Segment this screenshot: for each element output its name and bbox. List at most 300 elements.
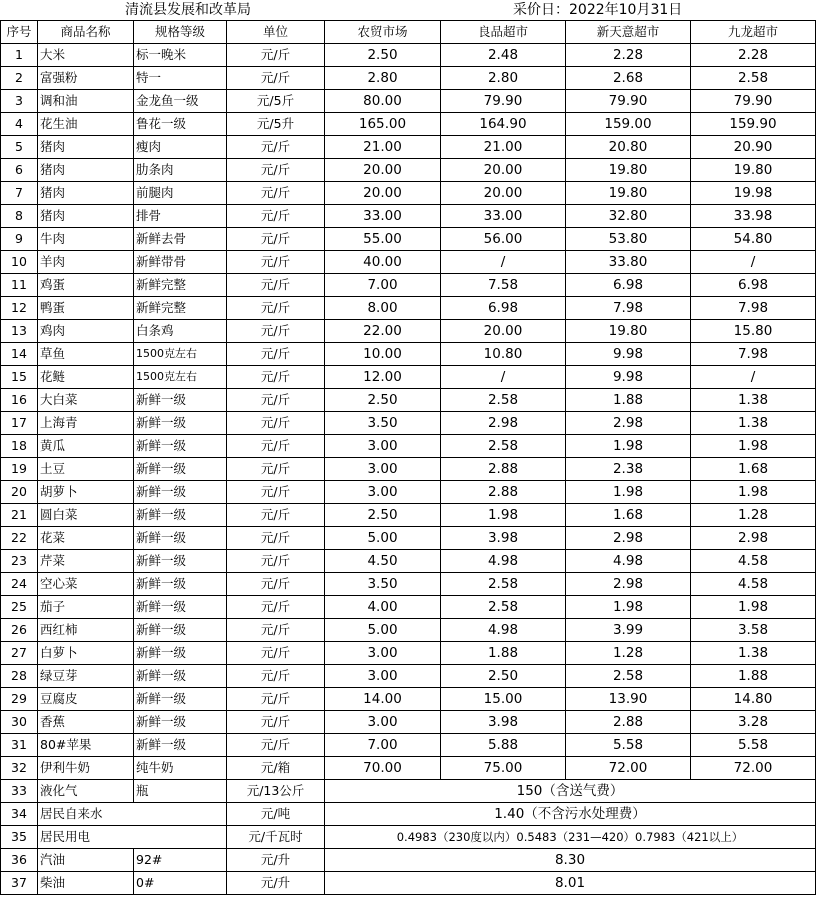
product-spec: 金龙鱼一级 [134,90,227,113]
product-unit: 元/箱 [227,757,325,780]
price-rows [1,44,816,780]
price-xintianyi: 1.98 [566,481,691,504]
table-row [1,182,816,205]
unified-price: 150（含送气费） [325,780,816,803]
row-number: 8 [1,205,38,228]
price-xintianyi: 2.68 [566,67,691,90]
row-number: 10 [1,251,38,274]
product-name: 绿豆芽 [38,665,134,688]
product-unit: 元/斤 [227,527,325,550]
price-jiulong: 1.38 [691,412,816,435]
product-spec: 新鲜一级 [134,734,227,757]
price-jiulong: 19.80 [691,159,816,182]
table-row [1,159,816,182]
table-row [1,458,816,481]
price-liangpin: 2.50 [441,665,566,688]
product-name: 鸡蛋 [38,274,134,297]
table-row [1,573,816,596]
product-name: 花鲢 [38,366,134,389]
price-jiulong: 159.90 [691,113,816,136]
price-liangpin: 2.88 [441,481,566,504]
price-farmers-market: 3.50 [325,412,441,435]
price-liangpin: 1.88 [441,642,566,665]
product-name: 80#苹果 [38,734,134,757]
product-unit: 元/斤 [227,734,325,757]
price-jiulong: 1.98 [691,481,816,504]
price-liangpin: 15.00 [441,688,566,711]
price-xintianyi: 2.98 [566,412,691,435]
product-name: 土豆 [38,458,134,481]
price-liangpin: 7.58 [441,274,566,297]
price-xintianyi: 2.28 [566,44,691,67]
col-header-unit: 单位 [227,21,325,44]
price-jiulong: 1.88 [691,665,816,688]
product-spec: 前腿肉 [134,182,227,205]
col-header-liangpin: 良品超市 [441,21,566,44]
product-unit: 元/斤 [227,665,325,688]
col-header-name: 商品名称 [38,21,134,44]
product-name: 白萝卜 [38,642,134,665]
product-unit: 元/斤 [227,711,325,734]
price-xintianyi: 19.80 [566,182,691,205]
product-name: 富强粉 [38,67,134,90]
product-name: 猪肉 [38,182,134,205]
price-farmers-market: 3.00 [325,435,441,458]
price-farmers-market: 3.00 [325,481,441,504]
price-xintianyi: 1.98 [566,435,691,458]
price-liangpin: 2.58 [441,573,566,596]
product-spec: 新鲜一级 [134,711,227,734]
price-xintianyi: 20.80 [566,136,691,159]
price-xintianyi: 2.98 [566,527,691,550]
product-unit: 元/5斤 [227,90,325,113]
product-name: 西红柿 [38,619,134,642]
price-liangpin: 1.98 [441,504,566,527]
price-farmers-market: 7.00 [325,274,441,297]
product-unit: 元/斤 [227,228,325,251]
product-name: 液化气 [38,780,134,803]
price-xintianyi: 2.88 [566,711,691,734]
price-farmers-market: 165.00 [325,113,441,136]
table-row [1,504,816,527]
product-unit: 元/斤 [227,550,325,573]
row-number: 3 [1,90,38,113]
price-liangpin: 20.00 [441,159,566,182]
product-spec: 肋条肉 [134,159,227,182]
product-name: 居民用电 [38,826,227,849]
price-jiulong: 7.98 [691,343,816,366]
price-liangpin: / [441,251,566,274]
product-name: 柴油 [38,872,134,895]
table-row [1,67,816,90]
product-spec: 标一晚米 [134,44,227,67]
price-farmers-market: 2.50 [325,44,441,67]
price-xintianyi: 9.98 [566,343,691,366]
price-farmers-market: 3.00 [325,711,441,734]
product-spec: 新鲜完整 [134,297,227,320]
product-spec: 新鲜一级 [134,504,227,527]
product-spec: 1500克左右 [134,343,227,366]
table-row [1,826,816,849]
product-unit: 元/斤 [227,573,325,596]
unified-price: 1.40（不含污水处理费） [325,803,816,826]
price-xintianyi: 9.98 [566,366,691,389]
price-liangpin: 2.58 [441,596,566,619]
price-jiulong: 1.38 [691,389,816,412]
price-xintianyi: 5.58 [566,734,691,757]
price-liangpin: 6.98 [441,297,566,320]
price-farmers-market: 55.00 [325,228,441,251]
price-liangpin: 21.00 [441,136,566,159]
table-row [1,596,816,619]
product-name: 居民自来水 [38,803,227,826]
row-number: 32 [1,757,38,780]
price-jiulong: 4.58 [691,573,816,596]
row-number: 30 [1,711,38,734]
price-xintianyi: 1.28 [566,642,691,665]
price-jiulong: 2.28 [691,44,816,67]
product-name: 空心菜 [38,573,134,596]
product-unit: 元/升 [227,872,325,895]
col-header-no: 序号 [1,21,38,44]
product-name: 猪肉 [38,136,134,159]
price-farmers-market: 5.00 [325,619,441,642]
row-number: 17 [1,412,38,435]
table-row [1,849,816,872]
product-name: 豆腐皮 [38,688,134,711]
price-liangpin: 79.90 [441,90,566,113]
price-liangpin: 4.98 [441,550,566,573]
price-xintianyi: 33.80 [566,251,691,274]
price-jiulong: 20.90 [691,136,816,159]
product-unit: 元/吨 [227,803,325,826]
price-jiulong: 2.98 [691,527,816,550]
agency-title: 清流县发展和改革局 [125,2,251,18]
price-jiulong: 72.00 [691,757,816,780]
table-row [1,780,816,803]
product-name: 圆白菜 [38,504,134,527]
price-xintianyi: 13.90 [566,688,691,711]
price-liangpin: 3.98 [441,711,566,734]
table-row [1,44,816,67]
product-spec: 白条鸡 [134,320,227,343]
product-name: 大白菜 [38,389,134,412]
product-unit: 元/斤 [227,688,325,711]
product-spec: 新鲜一级 [134,412,227,435]
product-unit: 元/斤 [227,182,325,205]
product-name: 调和油 [38,90,134,113]
product-spec: 新鲜一级 [134,573,227,596]
price-jiulong: 4.58 [691,550,816,573]
price-jiulong: 33.98 [691,205,816,228]
price-liangpin: 4.98 [441,619,566,642]
price-farmers-market: 2.80 [325,67,441,90]
title-row [0,0,816,20]
product-unit: 元/斤 [227,619,325,642]
table-row [1,619,816,642]
price-jiulong: 19.98 [691,182,816,205]
price-jiulong: 1.98 [691,596,816,619]
row-number: 24 [1,573,38,596]
price-farmers-market: 80.00 [325,90,441,113]
price-farmers-market: 7.00 [325,734,441,757]
product-spec: 瘦肉 [134,136,227,159]
row-number: 15 [1,366,38,389]
price-farmers-market: 3.00 [325,458,441,481]
product-spec: 特一 [134,67,227,90]
price-liangpin: 56.00 [441,228,566,251]
row-number: 16 [1,389,38,412]
col-header-xintianyi: 新天意超市 [566,21,691,44]
product-spec: 新鲜一级 [134,481,227,504]
table-row [1,320,816,343]
product-name: 香蕉 [38,711,134,734]
price-farmers-market: 20.00 [325,159,441,182]
table-row [1,711,816,734]
product-name: 大米 [38,44,134,67]
table-row [1,550,816,573]
price-liangpin: 2.80 [441,67,566,90]
product-spec: 新鲜一级 [134,688,227,711]
table-row [1,343,816,366]
product-unit: 元/斤 [227,274,325,297]
price-farmers-market: 3.50 [325,573,441,596]
row-number: 14 [1,343,38,366]
table-row [1,734,816,757]
unified-price: 8.30 [325,849,816,872]
col-header-spec: 规格等级 [134,21,227,44]
price-liangpin: 20.00 [441,182,566,205]
price-jiulong: 15.80 [691,320,816,343]
price-farmers-market: 22.00 [325,320,441,343]
price-farmers-market: 12.00 [325,366,441,389]
price-farmers-market: 3.00 [325,665,441,688]
product-name: 伊利牛奶 [38,757,134,780]
product-spec: 1500克左右 [134,366,227,389]
price-jiulong: 54.80 [691,228,816,251]
price-farmers-market: 33.00 [325,205,441,228]
price-xintianyi: 2.38 [566,458,691,481]
product-name: 茄子 [38,596,134,619]
product-spec: 排骨 [134,205,227,228]
price-xintianyi: 72.00 [566,757,691,780]
product-unit: 元/斤 [227,67,325,90]
price-xintianyi: 79.90 [566,90,691,113]
price-xintianyi: 159.00 [566,113,691,136]
product-unit: 元/斤 [227,435,325,458]
product-spec: 新鲜一级 [134,596,227,619]
table-row [1,136,816,159]
price-liangpin: 75.00 [441,757,566,780]
price-xintianyi: 4.98 [566,550,691,573]
price-jiulong: 1.68 [691,458,816,481]
col-header-jiulong: 九龙超市 [691,21,816,44]
price-farmers-market: 2.50 [325,504,441,527]
row-number: 6 [1,159,38,182]
price-xintianyi: 2.98 [566,573,691,596]
product-name: 上海青 [38,412,134,435]
product-unit: 元/千瓦时 [227,826,325,849]
row-number: 37 [1,872,38,895]
product-spec: 新鲜一级 [134,665,227,688]
table-row [1,872,816,895]
row-number: 18 [1,435,38,458]
unified-price: 8.01 [325,872,816,895]
product-unit: 元/斤 [227,642,325,665]
product-unit: 元/斤 [227,412,325,435]
row-number: 21 [1,504,38,527]
product-name: 芹菜 [38,550,134,573]
product-spec: 鲁花一级 [134,113,227,136]
price-table [0,20,816,895]
row-number: 25 [1,596,38,619]
table-row [1,389,816,412]
price-xintianyi: 1.88 [566,389,691,412]
price-xintianyi: 19.80 [566,159,691,182]
product-name: 鸡肉 [38,320,134,343]
product-name: 猪肉 [38,205,134,228]
price-jiulong: 6.98 [691,274,816,297]
unified-price: 0.4983（230度以内）0.5483（231—420）0.7983（421以上） [325,826,816,849]
product-spec: 新鲜一级 [134,619,227,642]
product-unit: 元/升 [227,849,325,872]
table-row [1,205,816,228]
product-unit: 元/5升 [227,113,325,136]
table-row [1,642,816,665]
row-number: 28 [1,665,38,688]
row-number: 12 [1,297,38,320]
row-number: 34 [1,803,38,826]
product-spec: 0# [134,872,227,895]
product-spec: 新鲜一级 [134,435,227,458]
product-unit: 元/斤 [227,251,325,274]
row-number: 20 [1,481,38,504]
product-name: 猪肉 [38,159,134,182]
product-name: 花菜 [38,527,134,550]
price-jiulong: 5.58 [691,734,816,757]
table-row [1,412,816,435]
product-unit: 元/斤 [227,136,325,159]
table-row [1,527,816,550]
table-row [1,297,816,320]
row-number: 26 [1,619,38,642]
price-liangpin: 5.88 [441,734,566,757]
price-xintianyi: 3.99 [566,619,691,642]
price-liangpin: 3.98 [441,527,566,550]
product-spec: 纯牛奶 [134,757,227,780]
price-farmers-market: 10.00 [325,343,441,366]
price-liangpin: 164.90 [441,113,566,136]
product-spec: 新鲜带骨 [134,251,227,274]
row-number: 4 [1,113,38,136]
row-number: 5 [1,136,38,159]
price-farmers-market: 21.00 [325,136,441,159]
row-number: 35 [1,826,38,849]
product-unit: 元/斤 [227,205,325,228]
table-row [1,435,816,458]
price-liangpin: 2.88 [441,458,566,481]
product-spec: 新鲜一级 [134,458,227,481]
table-row [1,757,816,780]
price-farmers-market: 2.50 [325,389,441,412]
product-unit: 元/斤 [227,320,325,343]
price-farmers-market: 5.00 [325,527,441,550]
product-name: 鸭蛋 [38,297,134,320]
price-jiulong: 1.38 [691,642,816,665]
row-number: 31 [1,734,38,757]
product-name: 羊肉 [38,251,134,274]
table-row [1,228,816,251]
price-jiulong: 3.28 [691,711,816,734]
row-number: 29 [1,688,38,711]
row-number: 13 [1,320,38,343]
product-spec: 新鲜一级 [134,527,227,550]
product-name: 草鱼 [38,343,134,366]
col-header-farmers-market: 农贸市场 [325,21,441,44]
price-farmers-market: 70.00 [325,757,441,780]
price-jiulong: 14.80 [691,688,816,711]
product-unit: 元/斤 [227,596,325,619]
row-number: 36 [1,849,38,872]
survey-date: 采价日：2022年10月31日 [513,2,683,18]
price-xintianyi: 2.58 [566,665,691,688]
price-liangpin: / [441,366,566,389]
product-unit: 元/斤 [227,481,325,504]
price-jiulong: / [691,251,816,274]
product-unit: 元/斤 [227,297,325,320]
price-farmers-market: 4.50 [325,550,441,573]
row-number: 1 [1,44,38,67]
price-liangpin: 2.48 [441,44,566,67]
table-row [1,803,816,826]
price-jiulong: 3.58 [691,619,816,642]
utility-rows [1,780,816,895]
row-number: 7 [1,182,38,205]
product-name: 汽油 [38,849,134,872]
price-farmers-market: 4.00 [325,596,441,619]
price-farmers-market: 20.00 [325,182,441,205]
price-xintianyi: 53.80 [566,228,691,251]
price-liangpin: 2.58 [441,389,566,412]
row-number: 23 [1,550,38,573]
row-number: 22 [1,527,38,550]
product-unit: 元/斤 [227,458,325,481]
table-row [1,688,816,711]
price-liangpin: 20.00 [441,320,566,343]
price-liangpin: 2.58 [441,435,566,458]
product-spec: 新鲜一级 [134,389,227,412]
product-name: 牛肉 [38,228,134,251]
price-jiulong: 79.90 [691,90,816,113]
price-liangpin: 2.98 [441,412,566,435]
price-jiulong: / [691,366,816,389]
product-name: 花生油 [38,113,134,136]
table-row [1,366,816,389]
product-name: 黄瓜 [38,435,134,458]
table-row [1,251,816,274]
table-row [1,90,816,113]
product-unit: 元/斤 [227,389,325,412]
price-liangpin: 33.00 [441,205,566,228]
price-farmers-market: 3.00 [325,642,441,665]
row-number: 27 [1,642,38,665]
table-row [1,481,816,504]
price-xintianyi: 6.98 [566,274,691,297]
price-farmers-market: 14.00 [325,688,441,711]
product-spec: 新鲜一级 [134,642,227,665]
product-spec: 新鲜完整 [134,274,227,297]
price-farmers-market: 40.00 [325,251,441,274]
